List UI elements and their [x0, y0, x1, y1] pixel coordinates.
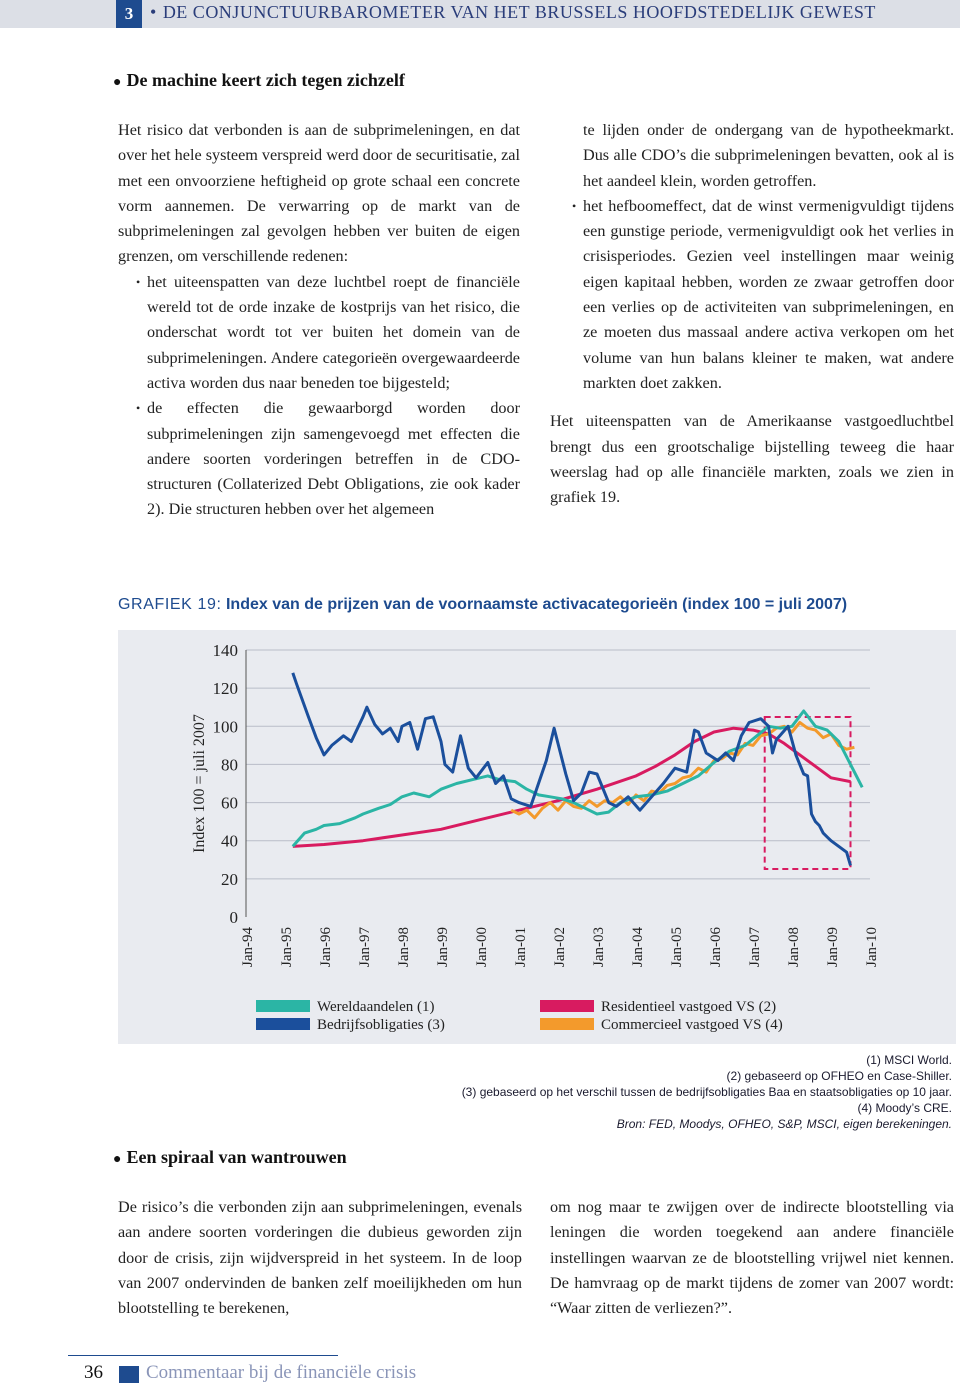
list-continuation-text: te lijden onder de ondergang van de hypotheekmarkt. Dus alle CDO’s die subprimeleningen bevatten, ook al is het aandeel klein, worden getroffen.: [583, 121, 954, 190]
y-tick-label: 0: [229, 908, 238, 927]
list-item: [550, 194, 954, 396]
list-item: [118, 396, 520, 522]
footer-marker: [119, 1366, 139, 1383]
y-tick-label: 120: [212, 679, 238, 699]
y-tick-label: 100: [212, 717, 238, 737]
y-tick-label: 140: [212, 641, 238, 660]
x-tick-label: Jan-97: [357, 927, 373, 967]
footnote: (3) gebaseerd op het verschil tussen de bedrijfsobligaties Baa en staatsobligaties op 10 jaar.: [461, 1085, 952, 1099]
x-tick-label: Jan-04: [630, 927, 646, 967]
bullet-icon: ●: [113, 1152, 122, 1167]
legend-swatch: [256, 1000, 310, 1012]
x-tick-label: Jan-98: [396, 927, 412, 967]
chapter-number: 3: [116, 0, 142, 28]
bullet-icon: •: [572, 198, 577, 213]
list-continuation: [550, 118, 954, 194]
x-tick-label: Jan-07: [747, 927, 763, 967]
paragraph: De risico’s die verbonden zijn aan subprimeleningen, evenals aan andere soorten vorderingen die dubieus geworden zijn door de crisis, zijn wijdverspreid in het systeem. In de loop van 2007 ondervinden de banken zelf moeilijkheden om hun blootstelling te berekenen,: [118, 1198, 522, 1318]
section2-left-column: [118, 1195, 522, 1321]
section-heading-2-text: Een spiraal van wantrouwen: [126, 1147, 347, 1167]
x-tick-label: Jan-08: [786, 927, 802, 967]
chart-title-text: Index van de prijzen van de voornaamste activacategorieën (index 100 = juli 2007): [225, 596, 848, 613]
intro-paragraph: Het risico dat verbonden is aan de subprimeleningen, en dat over het hele systeem verspreid werd door de securitisatie, zal met een onvoorziene heftigheid op grote schaal een concrete vorm aannemen. De verwarring op de markt van de subprimeleningen zal gevolgen hebben ver buiten de eigen grenzen, om verschillende redenen:: [118, 121, 520, 266]
x-tick-label: Jan-03: [591, 927, 607, 967]
section1-right-column: [550, 118, 954, 510]
x-tick-label: Jan-99: [435, 927, 451, 967]
y-tick-label: 60: [221, 793, 238, 813]
section-heading-2: [113, 1147, 347, 1168]
chart-notes: [462, 1052, 952, 1132]
y-axis-label: Index 100 = juli 2007: [191, 714, 208, 853]
legend-label: Bedrijfsobligaties (3): [317, 1017, 445, 1033]
section-heading-1-text: De machine keert zich tegen zichzelf: [126, 70, 405, 90]
bullet-icon: •: [136, 401, 141, 416]
paragraph: om nog maar te zwijgen over de indirecte blootstelling via leningen die worden toegekend aan andere financiële instellingen waarvan ze de blootstelling vrijwel niet kennen. De hamvraag op de markt tijdens de zomer van 2007 wordt: “Waar zitten de verliezen?”.: [550, 1198, 954, 1318]
page-number: 36: [84, 1362, 103, 1383]
footnote: (1) MSCI World.: [866, 1053, 952, 1067]
series-line: [293, 673, 851, 866]
section2-right-column: [550, 1195, 954, 1321]
x-tick-label: Jan-10: [864, 927, 880, 967]
x-tick-label: Jan-06: [708, 927, 724, 967]
bullet-icon: •: [150, 2, 157, 22]
source-note: Bron: FED, Moodys, OFHEO, S&P, MSCI, eigen berekeningen.: [616, 1117, 952, 1131]
chart-label: GRAFIEK 19:: [118, 596, 222, 613]
footer-rule: [68, 1355, 338, 1356]
x-tick-label: Jan-96: [318, 927, 334, 967]
legend-swatch: [540, 1000, 594, 1012]
y-tick-label: 80: [221, 755, 238, 775]
chapter-title-text: DE CONJUNCTUURBAROMETER VAN HET BRUSSELS HOOFDSTEDELIJK GEWEST: [162, 2, 876, 22]
section-heading-1: [113, 70, 405, 91]
list-item-text: het hefboomeffect, dat de winst vermenigvuldigt tijdens een gunstige periode, vermenigvuldigt ook het verlies in crisisperiodes. Gezien veel instellingen maar weinig eigen kapitaal hebben, worden ze zwaar getroffen door een verlies op de activiteiten van subprimeleningen, en ze moeten dus massaal andere activa verkopen om het volume van hun balans kleiner te maken, wat andere markten doet zakken.: [583, 196, 954, 392]
closing-paragraph: Het uiteenspatten van de Amerikaanse vastgoedluchtbel brengt dus een grootschalige bijstelling teweeg die haar weerslag had op alle financiële markten, zoals we zien in grafiek 19.: [550, 412, 954, 507]
bullet-icon: •: [136, 274, 141, 289]
list-item-text: de effecten die gewaarborgd worden door subprimeleningen zijn samengevoegd met effecten die andere soorten vorderingen betreffen in de CDO-structuren (Collaterized Debt Obligations, zie ook kader 2). Die structuren hebben over het algemeen: [147, 399, 520, 519]
y-tick-label: 40: [221, 831, 238, 851]
bullet-icon: ●: [113, 75, 122, 90]
legend-label: Wereldaandelen (1): [317, 999, 435, 1015]
section1-left-column: [118, 118, 520, 523]
x-tick-label: Jan-09: [825, 927, 841, 967]
y-tick-label: 20: [221, 869, 238, 889]
footer-title: Commentaar bij de financiële crisis: [146, 1362, 417, 1383]
x-tick-label: Jan-02: [552, 927, 568, 967]
chapter-title: [150, 2, 876, 23]
x-tick-label: Jan-95: [279, 927, 295, 967]
legend-label: Residentieel vastgoed VS (2): [601, 999, 777, 1015]
chart-panel: [118, 630, 956, 1044]
x-tick-label: Jan-01: [513, 927, 529, 967]
legend-label: Commercieel vastgoed VS (4): [601, 1017, 783, 1033]
chart-title: [118, 596, 847, 614]
x-tick-label: Jan-05: [669, 927, 685, 967]
running-header: [0, 0, 960, 28]
x-tick-label: Jan-00: [474, 927, 490, 967]
series-line: [293, 711, 862, 846]
legend-swatch: [540, 1018, 594, 1030]
footnote: (2) gebaseerd op OFHEO en Case-Shiller.: [726, 1069, 952, 1083]
list-item: [118, 270, 520, 396]
line-chart: [118, 630, 956, 1044]
x-tick-label: Jan-94: [240, 927, 256, 967]
footnote: (4) Moody’s CRE.: [857, 1101, 952, 1115]
legend-swatch: [256, 1018, 310, 1030]
series-line: [293, 728, 851, 846]
list-item-text: het uiteenspatten van deze luchtbel roept de financiële wereld tot de orde inzake de kostprijs van het risico, die onderschat wordt tot ver buiten het domein van de subprimeleningen. Andere categorieën overgewaardeerde activa worden dus naar beneden toe bijgesteld;: [147, 272, 520, 392]
